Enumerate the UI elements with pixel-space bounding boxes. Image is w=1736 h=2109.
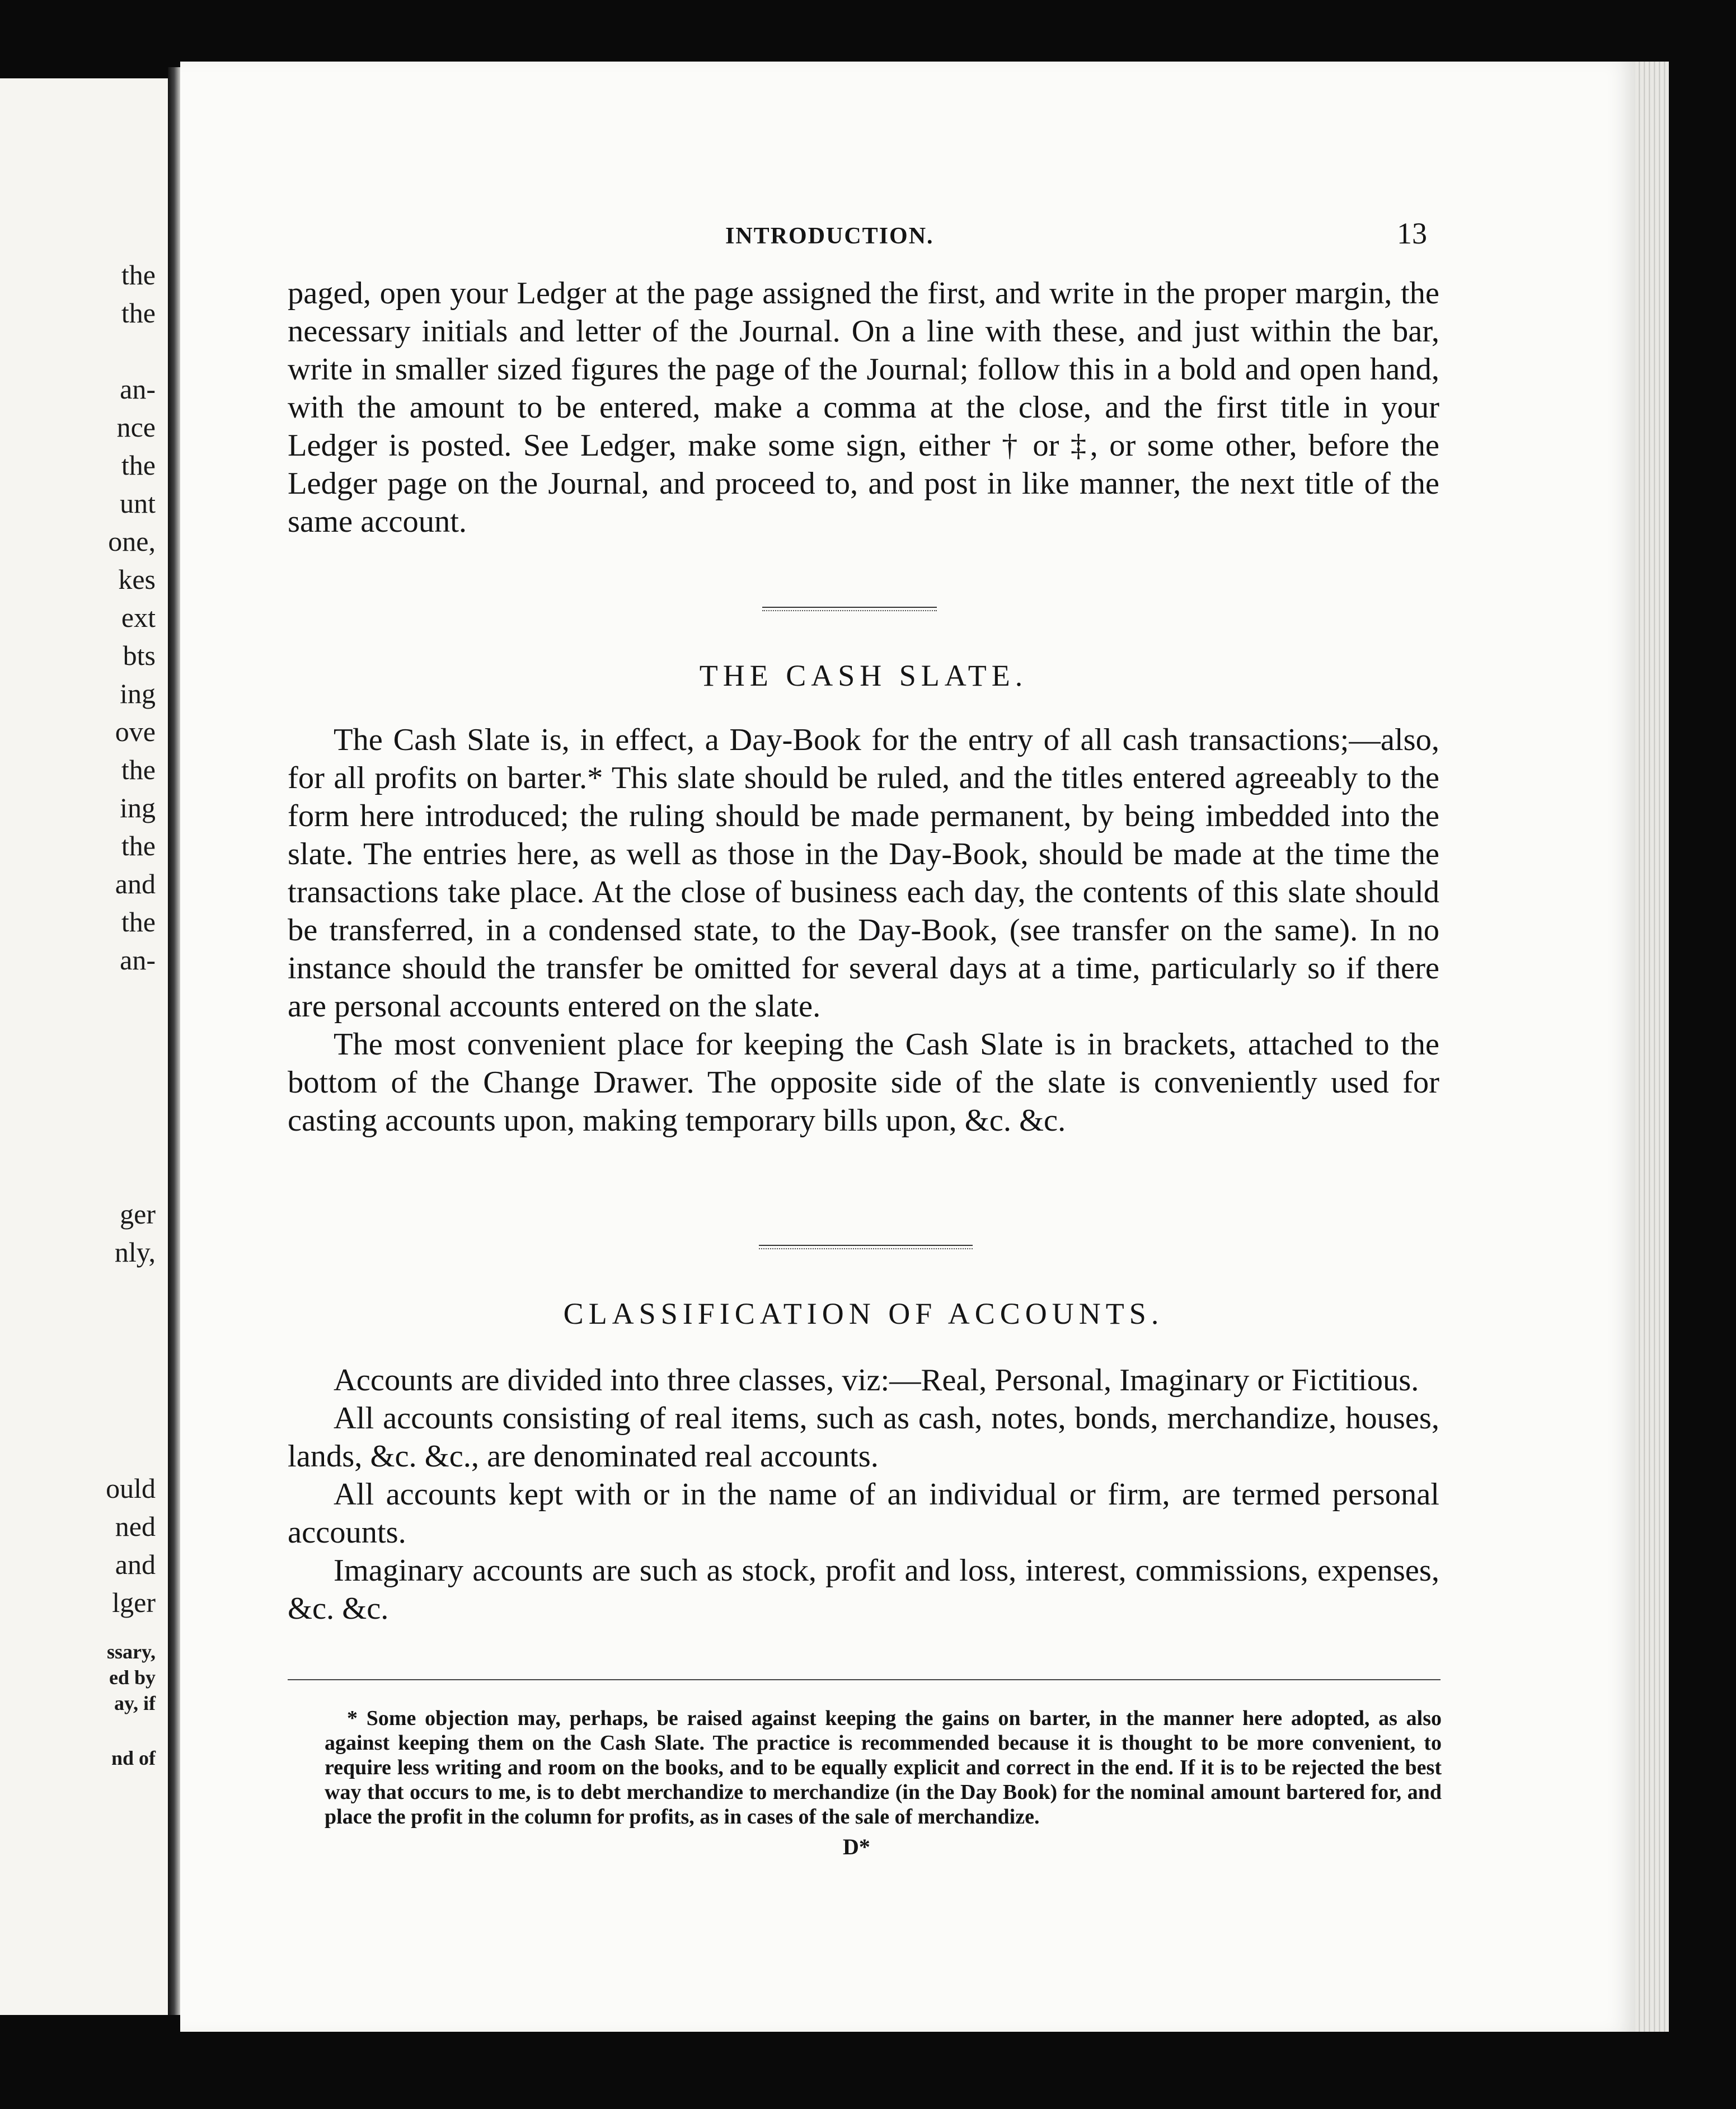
left-fragment: ext <box>121 602 156 633</box>
left-fragment: and <box>115 868 156 899</box>
footnote-rule <box>288 1679 1441 1680</box>
left-fragment: bts <box>123 640 156 671</box>
left-fragment: an- <box>120 373 156 405</box>
signature-mark: D* <box>843 1834 870 1859</box>
left-footnote-fragment: nd of <box>111 1747 156 1769</box>
section-ornament <box>759 1245 973 1249</box>
cash-slate-section <box>288 721 1439 1140</box>
left-fragment: an- <box>120 944 156 976</box>
left-fragment: ger <box>120 1198 156 1230</box>
left-fragment: nce <box>116 411 156 443</box>
left-fragment: ing <box>120 678 156 709</box>
left-fragment: unt <box>120 488 156 519</box>
page-number: 13 <box>1397 217 1427 250</box>
left-fragment: the <box>121 830 156 861</box>
paragraph: All accounts consisting of real items, such as cash, notes, bonds, merchandize, houses, lands, &c. &c., are denominated real accounts. <box>288 1401 1439 1474</box>
opening-paragraph <box>288 274 1439 541</box>
paragraph: The Cash Slate is, in effect, a Day-Book for the entry of all cash transactions;—also, for all profits on barter.* This slate should be ruled, and the titles entered agreeably to the form here introduced; the ruling should be made permanent, by being imbedded into the slate. The entries here, as well as those in the Day-Book, should be made at the time the transactions take place. At the close of business each day, the contents of this slate should be transferred, in a condensed state, to the Day-Book, (see transfer on the same). In no instance should the transfer be omitted for several days at a time, particularly so if there are personal accounts entered on the slate. <box>288 723 1439 1024</box>
left-fragment: the <box>121 297 156 329</box>
classification-section <box>288 1361 1439 1628</box>
left-page-edge <box>0 78 168 2015</box>
left-footnote-fragment: ssary, <box>106 1641 156 1663</box>
section-ornament <box>762 607 937 611</box>
book-gutter <box>168 67 180 2015</box>
left-fragment: the <box>121 449 156 481</box>
left-fragment: the <box>121 754 156 785</box>
paragraph: paged, open your Ledger at the page assigned the first, and write in the proper margin, the necessary initials and letter of the Journal. On a line with these, and just within the bar, write in smaller sized figures the page of the Journal; follow this in a bold and open hand, with the amount to be entered, make a comma at the close, and the first title in your Ledger is posted. See Ledger, make some sign, either † or ‡, or some other, before the Ledger page on the Journal, and proceed to, and post in like manner, the next title of the same account. <box>288 276 1439 539</box>
left-footnote-fragment: ed by <box>109 1666 156 1689</box>
left-footnote-fragment: ay, if <box>114 1692 156 1714</box>
left-fragment: and <box>115 1549 156 1580</box>
page-edge-stack <box>1635 62 1669 2032</box>
footnote <box>325 1706 1442 1829</box>
left-fragment: lger <box>112 1587 156 1618</box>
left-fragment: kes <box>118 564 156 595</box>
footnote-text: * Some objection may, perhaps, be raised against keeping the gains on barter, in the manner here adopted, as also against keeping them on the Cash Slate. The practice is recommended because it is thought to be more convenient, to require less writing and room on the books, and to be equally explicit and correct in the end. If it is to be rejected the best way that occurs to me, is to debt merchandize to merchandize (in the Day Book) for the nominal amount bartered for, and place the profit in the column for profits, as in cases of the sale of merchandize. <box>325 1707 1442 1829</box>
left-fragment: the <box>121 259 156 290</box>
left-fragment: the <box>121 906 156 938</box>
left-fragment: ould <box>106 1473 156 1504</box>
left-fragment: ing <box>120 792 156 823</box>
section-heading-cash-slate: THE CASH SLATE. <box>699 659 1028 692</box>
running-head: INTRODUCTION. <box>725 223 934 249</box>
left-fragment: one, <box>108 526 156 557</box>
left-fragment: ove <box>115 716 156 747</box>
section-heading-classification: CLASSIFICATION OF ACCOUNTS. <box>563 1297 1164 1330</box>
paragraph: The most convenient place for keeping the Cash Slate is in brackets, attached to the bottom of the Change Drawer. The opposite side of the slate is conveniently used for casting accounts upon, making temporary bills upon, &c. &c. <box>288 1027 1439 1138</box>
paragraph: Imaginary accounts are such as stock, profit and loss, interest, commissions, expenses, &c. &c. <box>288 1553 1439 1626</box>
left-fragment: ned <box>115 1511 156 1542</box>
paragraph: All accounts kept with or in the name of an individual or firm, are termed personal accounts. <box>288 1477 1439 1550</box>
left-fragment: nly, <box>114 1236 156 1268</box>
paragraph: Accounts are divided into three classes, viz:—Real, Personal, Imaginary or Fictitious. <box>334 1363 1419 1398</box>
